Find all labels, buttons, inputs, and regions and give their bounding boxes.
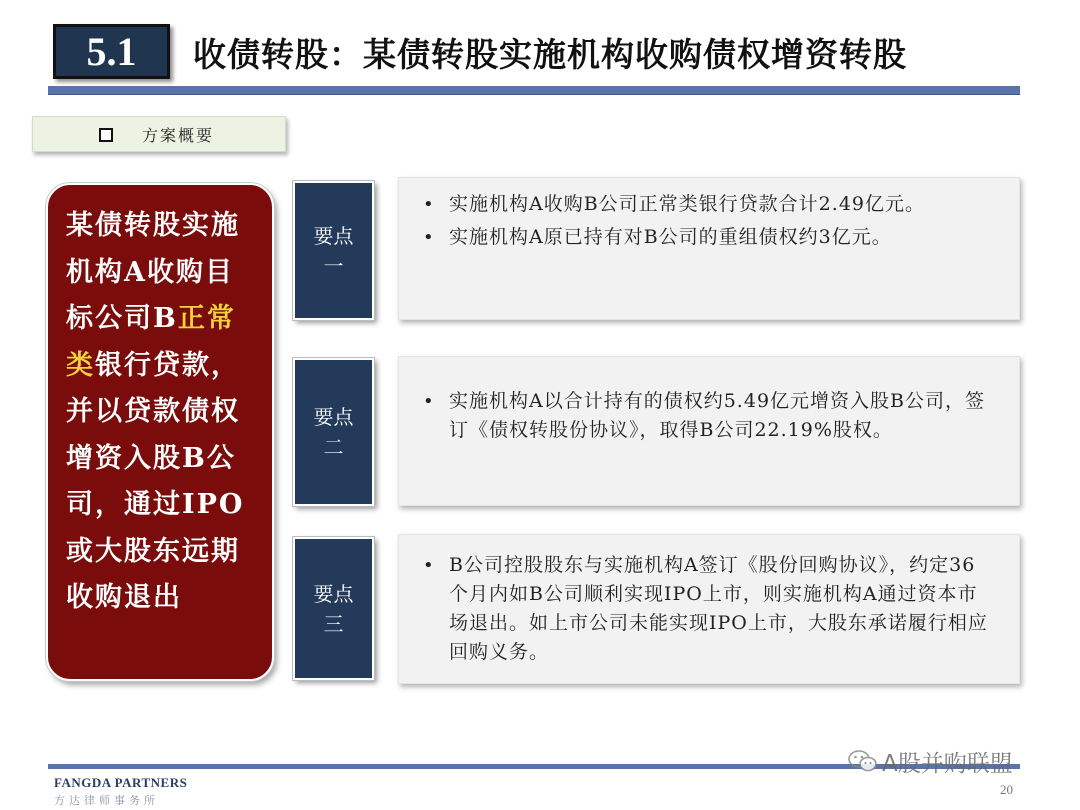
section-number-badge: 5.1	[53, 24, 170, 79]
square-bullet-icon	[99, 128, 113, 142]
point-box-2	[398, 356, 1020, 506]
point-label-3-line2: 三	[323, 611, 344, 636]
watermark	[848, 744, 1013, 778]
fangda-logo: FANGDA PARTNERS	[54, 775, 188, 790]
summary-text-pre: 某债转股实施机构A收购目标公司B	[66, 210, 240, 334]
point-box-3	[398, 534, 1020, 684]
watermark-text: A股并购联盟	[882, 750, 1013, 777]
fangda-logo-cn: 方达律师事务所	[54, 794, 159, 807]
point-label-1	[293, 181, 374, 320]
point-label-1-line2: 一	[323, 253, 344, 278]
point-label-2-line1: 要点	[313, 405, 354, 429]
point-2-bullet-1: • 实施机构A以合计持有的债权约5.49亿元增资入股B公司，签订《债权转股份协议》，取得B公司22.19%股权。	[417, 387, 995, 445]
title-divider	[48, 86, 1020, 95]
point-label-3-line1: 要点	[313, 581, 354, 606]
point-3-bullet-1: • B公司控股股东与实施机构A签订《股份回购协议》，约定36个月内如B公司顺利实现IPO上市，则实施机构A通过资本市场退出。如上市公司未能实现IPO上市，大股东承诺履行相应回购义务。	[417, 551, 995, 667]
point-label-2-line2: 二	[323, 435, 344, 459]
point-label-3	[293, 537, 374, 680]
overview-tab	[32, 116, 286, 152]
point-1-bullet-2: • 实施机构A原已持有对B公司的重组债权约3亿元。	[417, 223, 995, 252]
summary-panel	[46, 183, 274, 681]
point-label-2	[293, 358, 374, 506]
summary-text-highlight: 正常类	[66, 303, 236, 381]
wechat-icon	[848, 749, 878, 773]
summary-text-post: 银行贷款，并以贷款债权增资入股B公司，通过IPO或大股东远期收购退出	[66, 349, 245, 613]
point-1-bullet-1: • 实施机构A收购B公司正常类银行贷款合计2.49亿元。	[417, 190, 995, 219]
point-label-1-line1: 要点	[313, 223, 354, 248]
point-box-1	[398, 177, 1020, 320]
page-number: 20	[1000, 782, 1013, 797]
page-title: 收债转股：某债转股实施机构收购债权增资转股	[193, 34, 907, 74]
overview-tab-label: 方案概要	[142, 125, 215, 145]
